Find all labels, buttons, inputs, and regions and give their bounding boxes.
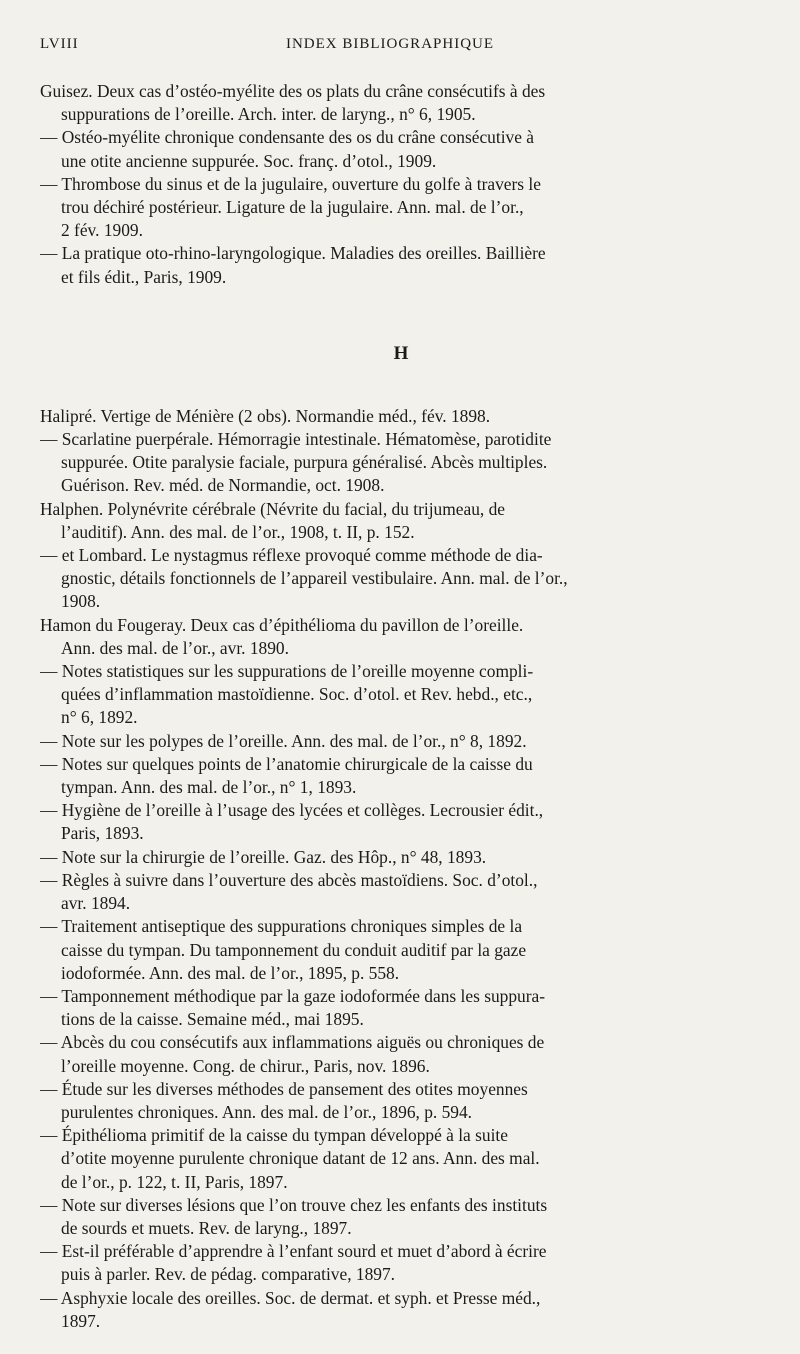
entry-line: — Règles à suivre dans l’ouverture des abcès mastoïdiens. Soc. d’otol., bbox=[40, 869, 538, 890]
entry-line: — Notes sur quelques points de l’anatomie chirurgicale de la caisse du bbox=[40, 753, 533, 774]
entry-line: tions de la caisse. Semaine méd., mai 1895. bbox=[61, 1009, 364, 1030]
h-entries bbox=[40, 405, 762, 1333]
bibliography-entry bbox=[40, 405, 762, 428]
page-header bbox=[40, 36, 740, 56]
entry-line: Hamon du Fougeray. Deux cas d’épithélioma du pavillon de l’oreille. bbox=[40, 614, 524, 635]
entry-line: d’otite moyenne purulente chronique datant de 12 ans. Ann. des mal. bbox=[61, 1148, 540, 1169]
bibliography-entry bbox=[40, 80, 762, 126]
bibliography-entry bbox=[40, 1287, 762, 1333]
bibliography-body bbox=[40, 80, 762, 1333]
entry-line: de l’or., p. 122, t. II, Paris, 1897. bbox=[61, 1171, 288, 1192]
page-number: LVIII bbox=[40, 36, 79, 52]
entry-line: l’oreille moyenne. Cong. de chirur., Paris, nov. 1896. bbox=[61, 1055, 430, 1076]
entry-line: iodoformée. Ann. des mal. de l’or., 1895, p. 558. bbox=[61, 962, 400, 983]
entry-line: — Abcès du cou consécutifs aux inflammations aiguës ou chroniques de bbox=[40, 1032, 545, 1053]
running-title: INDEX BIBLIOGRAPHIQUE bbox=[285, 36, 495, 52]
entry-line: tympan. Ann. des mal. de l’or., n° 1, 1893. bbox=[61, 777, 357, 798]
entry-line: quées d’inflammation mastoïdienne. Soc. d’otol. et Rev. hebd., etc., bbox=[61, 684, 533, 705]
entry-line: — Scarlatine puerpérale. Hémorragie intestinale. Hématomèse, parotidite bbox=[40, 429, 552, 450]
entry-line: — Notes statistiques sur les suppurations de l’oreille moyenne compli- bbox=[40, 661, 534, 682]
entry-line: — Note sur les polypes de l’oreille. Ann. des mal. de l’or., n° 8, 1892. bbox=[40, 730, 527, 751]
entry-line: Guisez. Deux cas d’ostéo-myélite des os plats du crâne consécutifs à des bbox=[40, 81, 546, 101]
bibliography-entry bbox=[40, 126, 762, 172]
bibliography-entry bbox=[40, 985, 762, 1031]
bibliography-entry bbox=[40, 1031, 762, 1077]
entry-line: — Asphyxie locale des oreilles. Soc. de dermat. et syph. et Presse méd., bbox=[40, 1287, 541, 1308]
entry-line: et fils édit., Paris, 1909. bbox=[61, 266, 227, 287]
entry-line: 1897. bbox=[61, 1310, 101, 1331]
bibliography-entry bbox=[40, 1124, 762, 1194]
entry-line: gnostic, détails fonctionnels de l’appareil vestibulaire. Ann. mal. de l’or., bbox=[61, 568, 568, 589]
entry-line: puis à parler. Rev. de pédag. comparative, 1897. bbox=[61, 1264, 396, 1285]
guisez-entries bbox=[40, 80, 762, 289]
bibliography-entry bbox=[40, 1078, 762, 1124]
entry-line: 1908. bbox=[61, 591, 101, 612]
entry-line: Ann. des mal. de l’or., avr. 1890. bbox=[61, 637, 289, 658]
entry-line: — Ostéo-myélite chronique condensante des os du crâne consécutive à bbox=[40, 127, 535, 148]
bibliography-entry bbox=[40, 799, 762, 845]
section-letter-heading: H bbox=[393, 342, 409, 364]
entry-line: — Note sur diverses lésions que l’on trouve chez les enfants des instituts bbox=[40, 1194, 548, 1215]
entry-line: caisse du tympan. Du tamponnement du conduit auditif par la gaze bbox=[61, 939, 527, 960]
entry-line: — et Lombard. Le nystagmus réflexe provoqué comme méthode de dia- bbox=[40, 545, 543, 566]
entry-line: trou déchiré postérieur. Ligature de la jugulaire. Ann. mal. de l’or., bbox=[61, 197, 524, 218]
bibliography-entry bbox=[40, 173, 762, 243]
entry-line: — Épithélioma primitif de la caisse du tympan développé à la suite bbox=[40, 1125, 508, 1146]
entry-line: — Tamponnement méthodique par la gaze iodoformée dans les suppura- bbox=[40, 985, 546, 1006]
entry-line: de sourds et muets. Rev. de laryng., 1897. bbox=[61, 1217, 352, 1238]
entry-line: — Hygiène de l’oreille à l’usage des lycées et collèges. Lecrousier édit., bbox=[40, 800, 544, 821]
entry-line: Halipré. Vertige de Ménière (2 obs). Normandie méd., fév. 1898. bbox=[40, 405, 491, 426]
bibliography-entry bbox=[40, 753, 762, 799]
entry-line: Guérison. Rev. méd. de Normandie, oct. 1908. bbox=[61, 475, 385, 496]
entry-line: une otite ancienne suppurée. Soc. franç. d’otol., 1909. bbox=[61, 150, 437, 171]
bibliography-entry bbox=[40, 660, 762, 730]
entry-line: avr. 1894. bbox=[61, 893, 131, 914]
entry-line: — Thrombose du sinus et de la jugulaire, ouverture du golfe à travers le bbox=[40, 173, 541, 194]
entry-line: Paris, 1893. bbox=[61, 823, 144, 844]
entry-line: Halphen. Polynévrite cérébrale (Névrite du facial, du trijumeau, de bbox=[40, 498, 506, 519]
bibliography-entry bbox=[40, 1240, 762, 1286]
entry-line: suppurations de l’oreille. Arch. inter. de laryng., n° 6, 1905. bbox=[61, 104, 476, 125]
bibliography-entry bbox=[40, 428, 762, 498]
section-spacer bbox=[40, 368, 762, 405]
bibliography-entry bbox=[40, 730, 762, 753]
entry-line: purulentes chroniques. Ann. des mal. de l’or., 1896, p. 594. bbox=[61, 1101, 473, 1122]
bibliography-entry bbox=[40, 915, 762, 985]
entry-line: — Est-il préférable d’apprendre à l’enfant sourd et muet d’abord à écrire bbox=[40, 1241, 547, 1262]
bibliography-entry bbox=[40, 846, 762, 869]
bibliography-entry bbox=[40, 544, 762, 614]
entry-line: — Note sur la chirurgie de l’oreille. Gaz. des Hôp., n° 48, 1893. bbox=[40, 846, 487, 867]
bibliography-entry bbox=[40, 242, 762, 288]
bibliography-entry bbox=[40, 1194, 762, 1240]
entry-line: 2 fév. 1909. bbox=[61, 220, 143, 241]
entry-line: suppurée. Otite paralysie faciale, purpura généralisé. Abcès multiples. bbox=[61, 452, 548, 473]
section-spacer bbox=[40, 289, 762, 342]
bibliography-entry bbox=[40, 869, 762, 915]
entry-line: — Traitement antiseptique des suppurations chroniques simples de la bbox=[40, 916, 523, 937]
bibliography-entry bbox=[40, 614, 762, 660]
entry-line: n° 6, 1892. bbox=[61, 707, 138, 728]
entry-line: — Étude sur les diverses méthodes de pansement des otites moyennes bbox=[40, 1078, 528, 1099]
entry-line: l’auditif). Ann. des mal. de l’or., 1908, t. II, p. 152. bbox=[61, 521, 415, 542]
bibliography-entry bbox=[40, 498, 762, 544]
entry-line: — La pratique oto-rhino-laryngologique. Maladies des oreilles. Baillière bbox=[40, 243, 546, 264]
